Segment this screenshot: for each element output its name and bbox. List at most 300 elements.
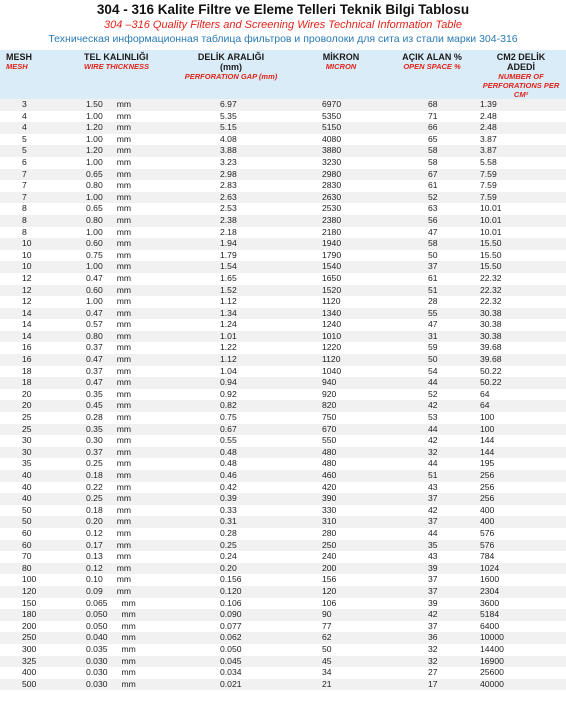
cell-micron: 200 (294, 563, 388, 575)
table-row (0, 215, 566, 227)
wire-unit: mm (116, 203, 132, 214)
header-wire-label: TEL KALINLIĞI (84, 52, 149, 62)
table-row (0, 586, 566, 598)
cell-open-space: 39 (388, 563, 476, 575)
table-row (0, 203, 566, 215)
cell-mesh: 5 (0, 134, 78, 146)
wire-unit: mm (116, 412, 132, 423)
cell-micron: 1120 (294, 296, 388, 308)
wire-unit: mm (116, 319, 132, 330)
cell-mesh: 8 (0, 203, 78, 215)
cell-wire-thickness (78, 157, 168, 169)
cell-perforation-gap: 2.18 (168, 227, 294, 239)
cell-perforation-gap: 1.52 (168, 285, 294, 297)
wire-value: 0.47 (86, 307, 103, 318)
cell-perforation-gap: 2.63 (168, 192, 294, 204)
cell-wire-thickness (78, 227, 168, 239)
wire-unit: mm (116, 110, 132, 121)
wire-unit: mm (116, 214, 132, 225)
cell-wire-thickness (78, 447, 168, 459)
cell-cm2-perforations: 2304 (476, 586, 566, 598)
cell-cm2-perforations: 400 (476, 505, 566, 517)
cell-perforation-gap: 0.46 (168, 470, 294, 482)
cell-perforation-gap: 0.94 (168, 377, 294, 389)
cell-cm2-perforations: 64 (476, 400, 566, 412)
cell-perforation-gap: 1.54 (168, 261, 294, 273)
cell-cm2-perforations: 256 (476, 470, 566, 482)
table-row (0, 551, 566, 563)
cell-open-space: 37 (388, 261, 476, 273)
table-row (0, 354, 566, 366)
cell-perforation-gap: 0.67 (168, 424, 294, 436)
cell-perforation-gap: 0.75 (168, 412, 294, 424)
cell-micron: 1650 (294, 273, 388, 285)
cell-micron: 1120 (294, 354, 388, 366)
cell-wire-thickness (78, 458, 168, 470)
cell-open-space: 32 (388, 644, 476, 656)
cell-mesh: 7 (0, 169, 78, 181)
cell-wire-thickness (78, 563, 168, 575)
cell-micron: 420 (294, 482, 388, 494)
table-row (0, 319, 566, 331)
cell-micron: 750 (294, 412, 388, 424)
cell-open-space: 39 (388, 598, 476, 610)
cell-cm2-perforations: 50.22 (476, 377, 566, 389)
cell-wire-thickness (78, 354, 168, 366)
title-english: 304 –316 Quality Filters and Screening Wires Technical Information Table (103, 19, 462, 31)
table-row (0, 563, 566, 575)
cell-mesh: 80 (0, 563, 78, 575)
cell-wire-thickness (78, 238, 168, 250)
cell-wire-thickness (78, 540, 168, 552)
cell-perforation-gap: 2.53 (168, 203, 294, 215)
wire-unit: mm (116, 354, 132, 365)
wire-unit: mm (121, 655, 136, 666)
wire-unit: mm (116, 446, 132, 457)
cell-cm2-perforations: 3.87 (476, 145, 566, 157)
cell-mesh: 70 (0, 551, 78, 563)
table-row (0, 134, 566, 146)
table-row (0, 377, 566, 389)
cell-perforation-gap: 0.090 (168, 609, 294, 621)
cell-perforation-gap: 0.24 (168, 551, 294, 563)
cell-micron: 2380 (294, 215, 388, 227)
cell-open-space: 61 (388, 273, 476, 285)
cell-micron: 2530 (294, 203, 388, 215)
cell-mesh: 14 (0, 319, 78, 331)
cell-open-space: 51 (388, 285, 476, 297)
cell-micron: 106 (294, 598, 388, 610)
wire-unit: mm (116, 122, 132, 133)
table-row (0, 285, 566, 297)
cell-wire-thickness (78, 273, 168, 285)
cell-perforation-gap: 2.98 (168, 169, 294, 181)
cell-cm2-perforations: 30.38 (476, 308, 566, 320)
cell-cm2-perforations: 576 (476, 528, 566, 540)
cell-mesh: 300 (0, 644, 78, 656)
wire-unit: mm (116, 226, 132, 237)
wire-value: 0.10 (86, 574, 103, 585)
cell-mesh: 25 (0, 412, 78, 424)
wire-value: 1.00 (86, 156, 103, 167)
cell-perforation-gap: 0.034 (168, 667, 294, 679)
wire-unit: mm (121, 620, 136, 631)
cell-perforation-gap: 0.28 (168, 528, 294, 540)
cell-perforation-gap: 0.42 (168, 482, 294, 494)
cell-open-space: 47 (388, 319, 476, 331)
cell-mesh: 200 (0, 621, 78, 633)
cell-mesh: 8 (0, 227, 78, 239)
cell-wire-thickness (78, 389, 168, 401)
cell-wire-thickness (78, 203, 168, 215)
header-mesh (0, 50, 78, 99)
cell-wire-thickness (78, 621, 168, 633)
wire-value: 1.20 (86, 145, 103, 156)
cell-open-space: 37 (388, 574, 476, 586)
cell-micron: 2630 (294, 192, 388, 204)
title-russian: Техническая информационная таблица фильтров и проволоки для сита из стали марки 304-316 (48, 33, 518, 45)
wire-value: 0.47 (86, 272, 103, 283)
cell-mesh: 16 (0, 354, 78, 366)
wire-value: 0.60 (86, 284, 103, 295)
cell-perforation-gap: 0.39 (168, 493, 294, 505)
cell-micron: 330 (294, 505, 388, 517)
wire-value: 0.47 (86, 354, 103, 365)
cell-perforation-gap: 0.33 (168, 505, 294, 517)
cell-wire-thickness (78, 528, 168, 540)
wire-unit: mm (116, 307, 132, 318)
table-row (0, 621, 566, 633)
wire-value: 0.17 (86, 539, 103, 550)
cell-mesh: 18 (0, 366, 78, 378)
cell-cm2-perforations: 39.68 (476, 342, 566, 354)
cell-wire-thickness (78, 424, 168, 436)
wire-value: 1.50 (86, 99, 103, 109)
cell-mesh: 3 (0, 99, 78, 111)
header-open-space (388, 50, 476, 99)
cell-perforation-gap: 0.120 (168, 586, 294, 598)
wire-value: 0.13 (86, 551, 103, 562)
wire-value: 0.18 (86, 470, 103, 480)
cell-cm2-perforations: 1.39 (476, 99, 566, 111)
cell-open-space: 37 (388, 586, 476, 598)
header-micron-label: MİKRON (322, 52, 360, 62)
cell-mesh: 12 (0, 285, 78, 297)
cell-cm2-perforations: 5184 (476, 609, 566, 621)
cell-wire-thickness (78, 598, 168, 610)
cell-open-space: 71 (388, 111, 476, 123)
cell-cm2-perforations: 10.01 (476, 215, 566, 227)
wire-unit: mm (121, 667, 136, 678)
cell-micron: 5350 (294, 111, 388, 123)
cell-micron: 1790 (294, 250, 388, 262)
cell-wire-thickness (78, 192, 168, 204)
cell-cm2-perforations: 22.32 (476, 273, 566, 285)
table-row (0, 308, 566, 320)
wire-unit: mm (116, 145, 132, 156)
wire-value: 1.00 (86, 261, 103, 272)
cell-perforation-gap: 1.94 (168, 238, 294, 250)
cell-open-space: 17 (388, 679, 476, 691)
cell-wire-thickness (78, 319, 168, 331)
cell-cm2-perforations: 50.22 (476, 366, 566, 378)
cell-wire-thickness (78, 493, 168, 505)
cell-wire-thickness (78, 632, 168, 644)
cell-perforation-gap: 0.92 (168, 389, 294, 401)
cell-mesh: 40 (0, 493, 78, 505)
cell-perforation-gap: 3.23 (168, 157, 294, 169)
wire-unit: mm (116, 481, 132, 492)
table-row (0, 169, 566, 181)
wire-value: 1.00 (86, 110, 103, 121)
cell-open-space: 42 (388, 435, 476, 447)
wire-value: 1.00 (86, 133, 103, 144)
cell-mesh: 60 (0, 528, 78, 540)
cell-mesh: 10 (0, 238, 78, 250)
wire-unit: mm (116, 435, 132, 446)
mesh-spec-table (0, 50, 566, 690)
cell-wire-thickness (78, 586, 168, 598)
cell-open-space: 67 (388, 169, 476, 181)
wire-unit: mm (116, 99, 132, 109)
cell-open-space: 42 (388, 400, 476, 412)
cell-mesh: 30 (0, 447, 78, 459)
cell-micron: 250 (294, 540, 388, 552)
cell-perforation-gap: 0.20 (168, 563, 294, 575)
header-gap-label: DELİK ARALIĞI (mm) (197, 52, 265, 72)
cell-cm2-perforations: 256 (476, 482, 566, 494)
cell-wire-thickness (78, 342, 168, 354)
cell-perforation-gap: 1.79 (168, 250, 294, 262)
cell-micron: 1340 (294, 308, 388, 320)
wire-value: 0.035 (86, 643, 108, 654)
table-row (0, 389, 566, 401)
wire-unit: mm (116, 168, 132, 179)
wire-unit: mm (121, 632, 136, 643)
cell-mesh: 14 (0, 308, 78, 320)
table-row (0, 366, 566, 378)
table-row (0, 331, 566, 343)
cell-mesh: 250 (0, 632, 78, 644)
wire-unit: mm (116, 365, 132, 376)
cell-perforation-gap: 1.22 (168, 342, 294, 354)
cell-perforation-gap: 1.12 (168, 354, 294, 366)
cell-cm2-perforations: 3600 (476, 598, 566, 610)
wire-value: 0.030 (86, 655, 108, 666)
cell-cm2-perforations: 25600 (476, 667, 566, 679)
title-block (0, 0, 566, 46)
cell-wire-thickness (78, 331, 168, 343)
wire-value: 0.030 (86, 667, 108, 678)
wire-unit: mm (116, 156, 132, 167)
cell-cm2-perforations: 144 (476, 435, 566, 447)
cell-micron: 1240 (294, 319, 388, 331)
wire-value: 0.065 (86, 597, 108, 608)
cell-open-space: 51 (388, 470, 476, 482)
cell-perforation-gap: 0.48 (168, 447, 294, 459)
wire-value: 0.35 (86, 388, 103, 399)
cell-perforation-gap: 2.38 (168, 215, 294, 227)
cell-micron: 240 (294, 551, 388, 563)
cell-open-space: 50 (388, 354, 476, 366)
cell-mesh: 25 (0, 424, 78, 436)
cell-mesh: 10 (0, 250, 78, 262)
cell-perforation-gap: 0.82 (168, 400, 294, 412)
cell-mesh: 12 (0, 273, 78, 285)
wire-unit: mm (116, 261, 132, 272)
cell-wire-thickness (78, 656, 168, 668)
cell-cm2-perforations: 16900 (476, 656, 566, 668)
cell-cm2-perforations: 195 (476, 458, 566, 470)
table-row (0, 656, 566, 668)
cell-perforation-gap: 5.35 (168, 111, 294, 123)
cell-wire-thickness (78, 261, 168, 273)
cell-mesh: 6 (0, 157, 78, 169)
cell-micron: 480 (294, 458, 388, 470)
header-wire-sub: WIRE THICKNESS (84, 62, 150, 71)
cell-open-space: 65 (388, 134, 476, 146)
table-row (0, 528, 566, 540)
cell-cm2-perforations: 400 (476, 516, 566, 528)
cell-wire-thickness (78, 169, 168, 181)
cell-cm2-perforations: 10.01 (476, 227, 566, 239)
table-row (0, 273, 566, 285)
table-row (0, 482, 566, 494)
cell-micron: 4080 (294, 134, 388, 146)
table-row (0, 540, 566, 552)
wire-value: 0.22 (86, 481, 103, 492)
table-row (0, 261, 566, 273)
cell-wire-thickness (78, 250, 168, 262)
cell-micron: 156 (294, 574, 388, 586)
wire-value: 1.00 (86, 226, 103, 237)
cell-open-space: 37 (388, 516, 476, 528)
wire-unit: mm (116, 191, 132, 202)
cell-mesh: 16 (0, 342, 78, 354)
wire-value: 1.00 (86, 296, 103, 307)
table-row (0, 342, 566, 354)
header-micron (294, 50, 388, 99)
cell-cm2-perforations: 144 (476, 447, 566, 459)
cell-cm2-perforations: 22.32 (476, 296, 566, 308)
cell-micron: 550 (294, 435, 388, 447)
wire-unit: mm (116, 527, 132, 538)
cell-wire-thickness (78, 412, 168, 424)
cell-open-space: 44 (388, 377, 476, 389)
wire-unit: mm (116, 133, 132, 144)
wire-value: 0.80 (86, 214, 103, 225)
wire-value: 0.25 (86, 458, 103, 469)
cell-open-space: 59 (388, 342, 476, 354)
header-cm2-sub: NUMBER OF PERFORATIONS PER CM² (482, 72, 560, 99)
wire-value: 0.030 (86, 678, 108, 689)
cell-perforation-gap: 6.97 (168, 99, 294, 111)
table-row (0, 400, 566, 412)
wire-unit: mm (116, 585, 132, 596)
cell-micron: 90 (294, 609, 388, 621)
cell-open-space: 55 (388, 308, 476, 320)
cell-cm2-perforations: 15.50 (476, 261, 566, 273)
cell-wire-thickness (78, 180, 168, 192)
wire-unit: mm (116, 342, 132, 353)
cell-open-space: 47 (388, 227, 476, 239)
cell-micron: 77 (294, 621, 388, 633)
cell-cm2-perforations: 30.38 (476, 319, 566, 331)
cell-mesh: 150 (0, 598, 78, 610)
cell-perforation-gap: 0.25 (168, 540, 294, 552)
cell-perforation-gap: 1.12 (168, 296, 294, 308)
wire-value: 0.60 (86, 238, 103, 249)
header-wire-thickness (78, 50, 168, 99)
cell-open-space: 32 (388, 447, 476, 459)
cell-wire-thickness (78, 111, 168, 123)
cell-open-space: 27 (388, 667, 476, 679)
cell-open-space: 56 (388, 215, 476, 227)
cell-mesh: 10 (0, 261, 78, 273)
cell-perforation-gap: 1.34 (168, 308, 294, 320)
wire-value: 0.80 (86, 180, 103, 191)
cell-micron: 62 (294, 632, 388, 644)
cell-mesh: 4 (0, 111, 78, 123)
cell-perforation-gap: 0.050 (168, 644, 294, 656)
wire-value: 0.050 (86, 609, 108, 620)
cell-micron: 50 (294, 644, 388, 656)
cell-open-space: 52 (388, 192, 476, 204)
cell-mesh: 40 (0, 482, 78, 494)
cell-perforation-gap: 0.021 (168, 679, 294, 691)
cell-open-space: 37 (388, 621, 476, 633)
wire-unit: mm (116, 470, 132, 480)
cell-open-space: 68 (388, 99, 476, 111)
cell-mesh: 180 (0, 609, 78, 621)
cell-open-space: 58 (388, 145, 476, 157)
cell-cm2-perforations: 30.38 (476, 331, 566, 343)
cell-perforation-gap: 0.106 (168, 598, 294, 610)
cell-perforation-gap: 1.24 (168, 319, 294, 331)
cell-open-space: 44 (388, 458, 476, 470)
cell-mesh: 12 (0, 296, 78, 308)
cell-open-space: 44 (388, 424, 476, 436)
cell-wire-thickness (78, 215, 168, 227)
cell-open-space: 52 (388, 389, 476, 401)
wire-unit: mm (116, 377, 132, 388)
table-body (0, 99, 566, 690)
table-row (0, 157, 566, 169)
cell-cm2-perforations: 14400 (476, 644, 566, 656)
wire-unit: mm (116, 388, 132, 399)
wire-value: 1.20 (86, 122, 103, 133)
cell-perforation-gap: 0.31 (168, 516, 294, 528)
wire-unit: mm (116, 539, 132, 550)
cell-wire-thickness (78, 134, 168, 146)
wire-unit: mm (116, 330, 132, 341)
wire-unit: mm (116, 493, 132, 504)
cell-micron: 1540 (294, 261, 388, 273)
cell-perforation-gap: 0.156 (168, 574, 294, 586)
title-turkish: 304 - 316 Kalite Filtre ve Eleme Telleri Teknik Bilgi Tablosu (96, 2, 470, 17)
header-mesh-label: MESH (6, 52, 33, 62)
cell-wire-thickness (78, 145, 168, 157)
wire-unit: mm (116, 562, 132, 573)
cell-cm2-perforations: 2.48 (476, 111, 566, 123)
cell-micron: 390 (294, 493, 388, 505)
cell-wire-thickness (78, 505, 168, 517)
table-row (0, 227, 566, 239)
header-open-label: AÇIK ALAN % (402, 52, 462, 62)
cell-micron: 310 (294, 516, 388, 528)
cell-micron: 2980 (294, 169, 388, 181)
cell-wire-thickness (78, 482, 168, 494)
